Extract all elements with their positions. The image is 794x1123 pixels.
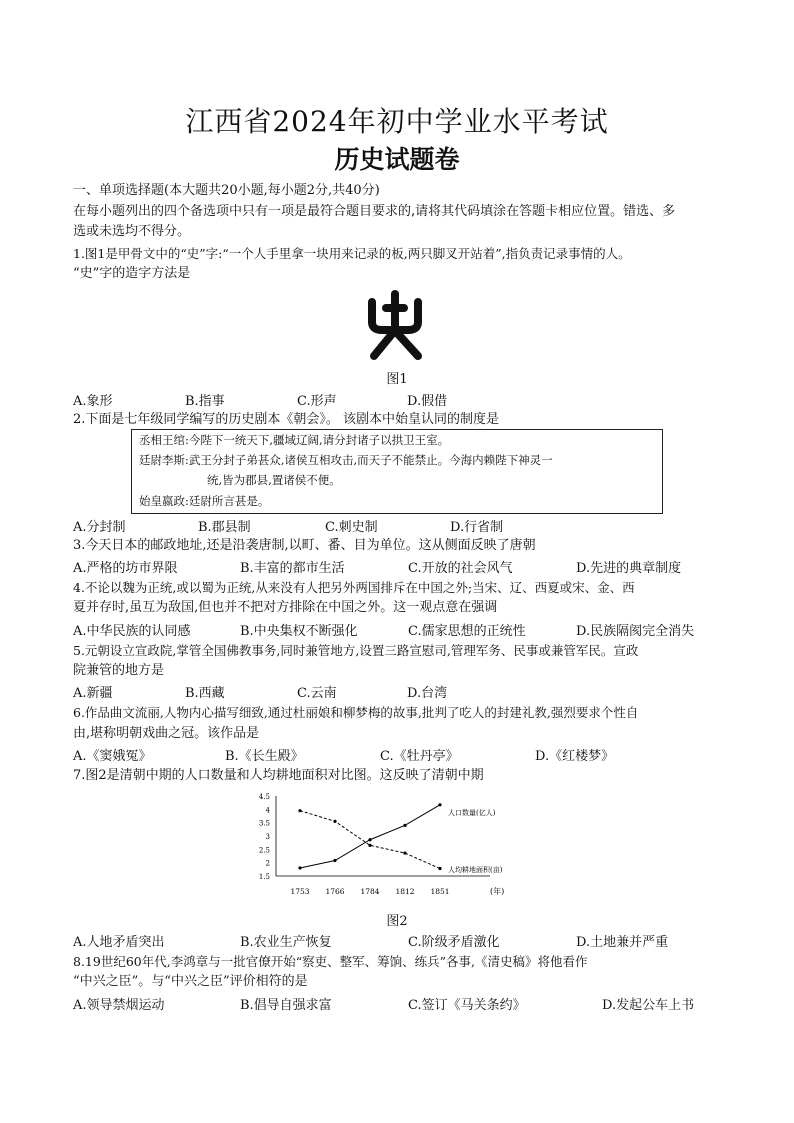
data-point — [438, 867, 441, 870]
figure-2-caption: 图2 — [386, 914, 408, 929]
population-farmland-chart — [250, 788, 550, 906]
q1-option-d[interactable]: D.假借 — [407, 394, 448, 409]
x-axis-ticks — [290, 887, 449, 896]
figure-1-caption: 图1 — [386, 372, 408, 387]
oracle-stroke-leg-left — [374, 334, 392, 356]
data-point — [298, 866, 301, 869]
q6-stem-1: 6.作品曲文流丽,人物内心描写细致,通过杜丽娘和柳梦梅的故事,批判了吃人的封建礼教,强烈要求个性自 — [73, 705, 639, 720]
exam-title: 江西省2024年初中学业水平考试 — [185, 105, 609, 138]
q2-option-a[interactable]: A.分封制 — [73, 520, 126, 535]
q8-stem-1: 8.19世纪60年代,李鸿章与一批官僚开始“察吏、整军、筹饷、练兵”各事,《清史稿》将他看作 — [73, 954, 588, 969]
chart-series — [298, 803, 441, 870]
q5-stem-1: 5.元朝设立宣政院,掌管全国佛教事务,同时兼管地方,设置三路宣慰司,管理军务、民事或兼管军民。宣政 — [73, 643, 639, 658]
q2-stem: 2.下面是七年级同学编写的历史剧本《朝会》。 该剧本中始皇认同的制度是 — [73, 412, 500, 427]
script-box — [131, 429, 663, 514]
data-point — [368, 844, 371, 847]
series-label-farmland: 人均耕地面积(亩) — [448, 866, 503, 874]
exam-subtitle: 历史试题卷 — [334, 145, 460, 174]
section-heading: 一、单项选择题(本大题共20小题,每小题2分,共40分) — [73, 183, 380, 198]
y-tick-label: 2.5 — [258, 846, 270, 855]
q7-option-b[interactable]: B.农业生产恢复 — [240, 935, 332, 950]
data-point — [333, 820, 336, 823]
q2-option-d[interactable]: D.行省制 — [450, 520, 504, 535]
x-tick-label: 1784 — [360, 887, 380, 896]
q1-stem-1: 1.图1是甲骨文中的“史”字:“一个人手里拿一块用来记录的板,两只脚叉开站着”,指负责记录事情的人。 — [73, 246, 631, 261]
q8-option-c[interactable]: C.签订《马关条约》 — [408, 998, 526, 1013]
q5-option-b[interactable]: B.西藏 — [185, 686, 225, 701]
q7-stem: 7.图2是清朝中期的人口数量和人均耕地面积对比图。这反映了清朝中期 — [73, 768, 484, 783]
q6-option-d[interactable]: D.《红楼梦》 — [535, 749, 615, 764]
y-tick-label: 4.5 — [258, 793, 270, 801]
q5-stem-2: 院兼管的地方是 — [73, 663, 165, 678]
data-point — [438, 803, 441, 806]
q4-option-a[interactable]: A.中华民族的认同感 — [73, 624, 191, 639]
x-tick-label: 1812 — [395, 887, 415, 896]
section-instruction-1: 在每小题列出的四个备选项中只有一项是最符合题目要求的,请将其代码填涂在答题卡相应位置。错选、多 — [73, 204, 676, 219]
q7-option-c[interactable]: C.阶级矛盾激化 — [408, 935, 500, 950]
y-tick-label: 2 — [265, 859, 270, 868]
q3-stem: 3.今天日本的邮政地址,还是沿袭唐制,以町、番、目为单位。这从侧面反映了唐朝 — [73, 538, 536, 553]
q6-option-c[interactable]: C.《牡丹亭》 — [380, 749, 459, 764]
oracle-bone-shi-figure — [360, 288, 430, 362]
x-tick-label: 1753 — [290, 887, 310, 896]
script-line-1: 丞相王绾:今陛下一统天下,疆域辽阔,请分封诸子以拱卫王室。 — [139, 433, 450, 447]
q6-option-a[interactable]: A.《窦娥冤》 — [73, 749, 152, 764]
q5-option-a[interactable]: A.新疆 — [73, 686, 113, 701]
q5-option-d[interactable]: D.台湾 — [407, 686, 448, 701]
data-point — [298, 809, 301, 812]
q3-option-a[interactable]: A.严格的坊市界限 — [73, 561, 178, 576]
series-label-population: 人口数量(亿人) — [448, 809, 496, 817]
q2-option-b[interactable]: B.郡县制 — [198, 520, 251, 535]
script-line-2: 廷尉李斯:武王分封子弟甚众,诸侯互相攻击,而天子不能禁止。今海内赖陛下神灵一 — [139, 453, 553, 467]
section-instruction-2: 选或未选均不得分。 — [73, 224, 191, 239]
oracle-stroke-leg-right — [398, 334, 418, 356]
y-tick-label: 4 — [265, 806, 270, 815]
q4-option-b[interactable]: B.中央集权不断强化 — [240, 624, 358, 639]
script-line-4: 始皇嬴政:廷尉所言甚是。 — [139, 494, 270, 508]
series-line-population — [300, 805, 440, 868]
q3-option-b[interactable]: B.丰富的都市生活 — [240, 561, 345, 576]
q8-option-d[interactable]: D.发起公车上书 — [602, 998, 695, 1013]
q7-option-d[interactable]: D.土地兼并严重 — [576, 935, 669, 950]
q3-option-d[interactable]: D.先进的典章制度 — [576, 561, 682, 576]
data-point — [368, 838, 371, 841]
x-tick-label: 1851 — [430, 887, 450, 896]
q5-option-c[interactable]: C.云南 — [297, 686, 337, 701]
y-tick-label: 3 — [265, 833, 270, 841]
q7-option-a[interactable]: A.人地矛盾突出 — [73, 935, 165, 950]
q8-stem-2: “中兴之臣”。与“中兴之臣”评价相符的是 — [73, 974, 308, 989]
q8-option-b[interactable]: B.倡导自强求富 — [240, 998, 332, 1013]
q4-stem-2: 夏并存时,虽互为敌国,但也并不把对方排除在中国之外。这一观点意在强调 — [73, 600, 498, 615]
x-tick-label: 1766 — [325, 887, 345, 896]
q1-option-a[interactable]: A.象形 — [73, 394, 113, 409]
q1-option-c[interactable]: C.形声 — [297, 394, 337, 409]
x-axis-unit: (年) — [490, 887, 505, 896]
script-line-3: 统,皆为郡县,置诸侯不便。 — [207, 473, 341, 487]
y-tick-label: 1.5 — [258, 873, 270, 881]
data-point — [403, 824, 406, 827]
data-point — [403, 851, 406, 854]
q6-option-b[interactable]: B.《长生殿》 — [225, 749, 304, 764]
q4-option-c[interactable]: C.儒家思想的正统性 — [408, 624, 526, 639]
y-axis-ticks — [259, 793, 271, 881]
y-tick-label: 3.5 — [258, 819, 270, 828]
q8-option-a[interactable]: A.领导禁烟运动 — [73, 998, 165, 1013]
q4-option-d[interactable]: D.民族隔阂完全消失 — [576, 624, 695, 639]
q6-stem-2: 由,堪称明朝戏曲之冠。该作品是 — [73, 726, 260, 741]
q1-stem-2: “史”字的造字方法是 — [73, 266, 191, 281]
q2-option-c[interactable]: C.刺史制 — [325, 520, 378, 535]
q4-stem-1: 4.不论以魏为正统,或以蜀为正统,从来没有人把另外两国排斥在中国之外;当宋、辽、西夏或宋、金、西 — [73, 580, 635, 595]
q1-option-b[interactable]: B.指事 — [185, 394, 225, 409]
q3-option-c[interactable]: C.开放的社会风气 — [408, 561, 513, 576]
data-point — [333, 859, 336, 862]
